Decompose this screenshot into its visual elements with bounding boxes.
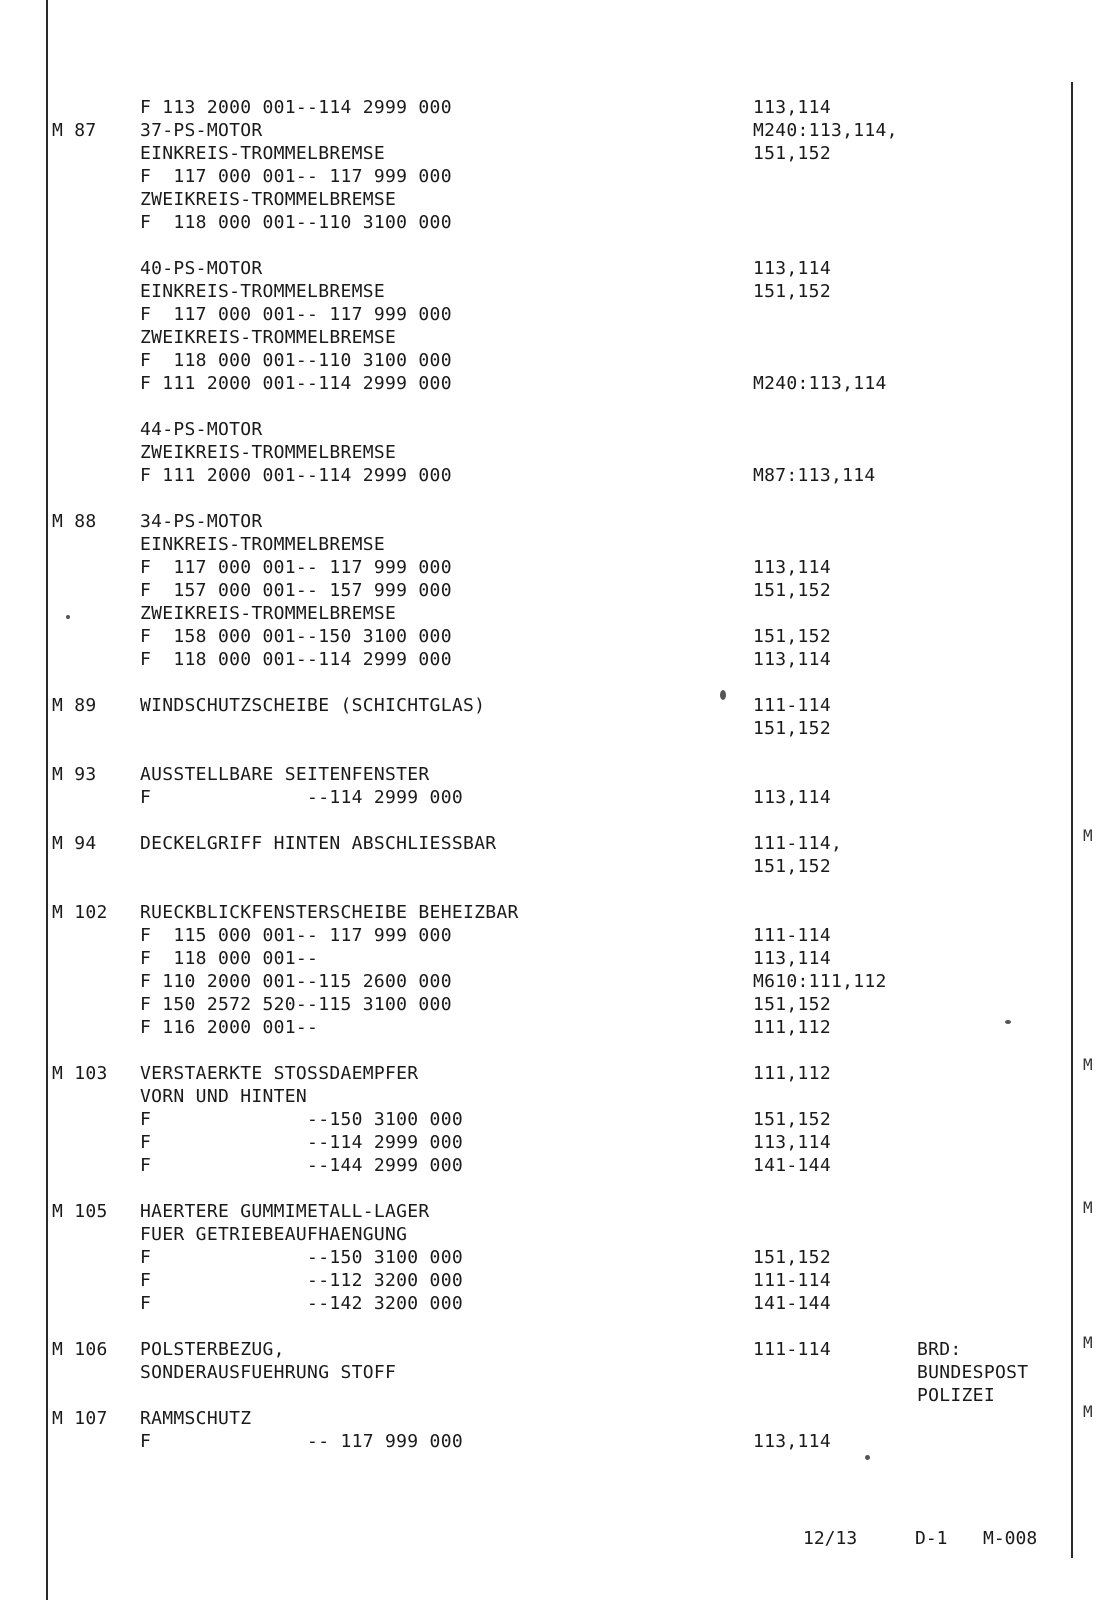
option-text: F 118 000 001--110 3100 000 (140, 350, 452, 371)
model-reference: 113,114 (753, 1132, 831, 1153)
option-text: F --144 2999 000 (140, 1155, 463, 1176)
remark: BRD: (917, 1339, 962, 1360)
page-footer (0, 1528, 1110, 1550)
model-reference: 151,152 (753, 994, 831, 1015)
option-row (0, 511, 1110, 533)
model-reference: 151,152 (753, 580, 831, 601)
option-row (0, 925, 1110, 947)
option-text: FUER GETRIEBEAUFHAENGUNG (140, 1224, 408, 1245)
option-row (0, 1247, 1110, 1269)
option-row (0, 948, 1110, 970)
option-text: 44-PS-MOTOR (140, 419, 263, 440)
option-text: EINKREIS-TROMMELBREMSE (140, 143, 386, 164)
option-row (0, 1224, 1110, 1246)
option-row (0, 1086, 1110, 1108)
option-row (0, 695, 1110, 717)
model-reference: 111-114 (753, 925, 831, 946)
scan-speck (1005, 1020, 1011, 1024)
option-text: F 150 2572 520--115 3100 000 (140, 994, 452, 1015)
model-reference: 113,114 (753, 948, 831, 969)
option-text: F 113 2000 001--114 2999 000 (140, 97, 452, 118)
option-text: F 111 2000 001--114 2999 000 (140, 373, 452, 394)
option-text: F 111 2000 001--114 2999 000 (140, 465, 452, 486)
option-row (0, 1155, 1110, 1177)
model-reference: 141-144 (753, 1293, 831, 1314)
option-row (0, 971, 1110, 993)
option-row (0, 143, 1110, 165)
model-reference: 151,152 (753, 856, 831, 877)
option-text: AUSSTELLBARE SEITENFENSTER (140, 764, 430, 785)
option-text: F 158 000 001--150 3100 000 (140, 626, 452, 647)
option-row (0, 833, 1110, 855)
option-row (0, 258, 1110, 280)
option-code: M 106 (52, 1339, 108, 1360)
option-code: M 102 (52, 902, 108, 923)
option-text: EINKREIS-TROMMELBREMSE (140, 534, 386, 555)
option-text: SONDERAUSFUEHRUNG STOFF (140, 1362, 397, 1383)
option-text: F 116 2000 001-- (140, 1017, 319, 1038)
option-row (0, 718, 1110, 740)
model-reference: 113,114 (753, 1431, 831, 1452)
option-row (0, 1201, 1110, 1223)
option-text: ZWEIKREIS-TROMMELBREMSE (140, 327, 397, 348)
option-text: F 118 000 001--110 3100 000 (140, 212, 452, 233)
option-text: RAMMSCHUTZ (140, 1408, 252, 1429)
model-reference: 113,114 (753, 649, 831, 670)
option-code: M 88 (52, 511, 97, 532)
option-row (0, 1109, 1110, 1131)
option-text: EINKREIS-TROMMELBREMSE (140, 281, 386, 302)
option-row (0, 189, 1110, 211)
option-text: VORN UND HINTEN (140, 1086, 308, 1107)
option-text: POLSTERBEZUG, (140, 1339, 285, 1360)
document-code: M-008 (983, 1528, 1038, 1549)
option-row (0, 764, 1110, 786)
model-reference: 151,152 (753, 281, 831, 302)
option-row (0, 166, 1110, 188)
option-text: ZWEIKREIS-TROMMELBREMSE (140, 442, 397, 463)
scan-speck (66, 615, 70, 619)
model-reference: 151,152 (753, 626, 831, 647)
option-row (0, 327, 1110, 349)
option-text: F 117 000 001-- 117 999 000 (140, 166, 452, 187)
model-reference: 111,112 (753, 1017, 831, 1038)
model-reference: M240:113,114 (753, 373, 887, 394)
option-row (0, 856, 1110, 878)
option-text: F 118 000 001-- (140, 948, 319, 969)
option-text: ZWEIKREIS-TROMMELBREMSE (140, 603, 397, 624)
option-code: M 103 (52, 1063, 108, 1084)
option-row (0, 534, 1110, 556)
margin-mark: M (1083, 1402, 1093, 1421)
option-row (0, 626, 1110, 648)
option-code: M 89 (52, 695, 97, 716)
option-row (0, 1431, 1110, 1453)
option-row (0, 1339, 1110, 1361)
option-code: M 105 (52, 1201, 108, 1222)
margin-mark: M (1083, 826, 1093, 845)
option-text: F --150 3100 000 (140, 1109, 463, 1130)
option-row (0, 419, 1110, 441)
option-row (0, 1385, 1110, 1407)
model-reference: 111,112 (753, 1063, 831, 1084)
option-row (0, 580, 1110, 602)
option-text: F 110 2000 001--115 2600 000 (140, 971, 452, 992)
option-row (0, 465, 1110, 487)
margin-mark: M (1083, 1333, 1093, 1352)
option-row (0, 442, 1110, 464)
model-reference: M87:113,114 (753, 465, 876, 486)
option-row (0, 120, 1110, 142)
model-reference: 141-144 (753, 1155, 831, 1176)
option-text: DECKELGRIFF HINTEN ABSCHLIESSBAR (140, 833, 497, 854)
model-reference: 113,114 (753, 97, 831, 118)
option-text: F 117 000 001-- 117 999 000 (140, 304, 452, 325)
option-row (0, 350, 1110, 372)
option-code: M 93 (52, 764, 97, 785)
option-text: F -- 117 999 000 (140, 1431, 463, 1452)
option-text: RUECKBLICKFENSTERSCHEIBE BEHEIZBAR (140, 902, 519, 923)
option-text: F 115 000 001-- 117 999 000 (140, 925, 452, 946)
option-row (0, 1063, 1110, 1085)
option-text: 34-PS-MOTOR (140, 511, 263, 532)
model-reference: M610:111,112 (753, 971, 887, 992)
option-text: ZWEIKREIS-TROMMELBREMSE (140, 189, 397, 210)
model-reference: 113,114 (753, 557, 831, 578)
option-row (0, 902, 1110, 924)
option-row (0, 304, 1110, 326)
option-text: F --114 2999 000 (140, 787, 463, 808)
model-reference: 111-114, (753, 833, 843, 854)
option-row (0, 212, 1110, 234)
option-row (0, 97, 1110, 119)
page-number: 12/13 (803, 1528, 858, 1549)
scan-speck (865, 1455, 870, 1460)
option-code: M 87 (52, 120, 97, 141)
model-reference: 151,152 (753, 718, 831, 739)
model-reference: 111-114 (753, 1270, 831, 1291)
model-reference: 111-114 (753, 695, 831, 716)
option-text: VERSTAERKTE STOSSDAEMPFER (140, 1063, 419, 1084)
option-text: 40-PS-MOTOR (140, 258, 263, 279)
option-row (0, 281, 1110, 303)
option-row (0, 557, 1110, 579)
option-row (0, 603, 1110, 625)
option-row (0, 994, 1110, 1016)
option-row (0, 649, 1110, 671)
option-text: F --112 3200 000 (140, 1270, 463, 1291)
margin-mark: M (1083, 1055, 1093, 1074)
model-reference: M240:113,114, (753, 120, 898, 141)
model-reference: 151,152 (753, 143, 831, 164)
remark: POLIZEI (917, 1385, 995, 1406)
option-text: F --142 3200 000 (140, 1293, 463, 1314)
option-code: M 94 (52, 833, 97, 854)
option-row (0, 787, 1110, 809)
option-code: M 107 (52, 1408, 108, 1429)
model-reference: 111-114 (753, 1339, 831, 1360)
scan-speck (720, 690, 726, 700)
remark: BUNDESPOST (917, 1362, 1029, 1383)
option-text: HAERTERE GUMMIMETALL-LAGER (140, 1201, 430, 1222)
option-row (0, 1293, 1110, 1315)
option-row (0, 1408, 1110, 1430)
option-row (0, 373, 1110, 395)
option-text: F --150 3100 000 (140, 1247, 463, 1268)
option-text: F 118 000 001--114 2999 000 (140, 649, 452, 670)
model-reference: 113,114 (753, 258, 831, 279)
margin-mark: M (1083, 1198, 1093, 1217)
model-reference: 113,114 (753, 787, 831, 808)
option-row (0, 1132, 1110, 1154)
model-reference: 151,152 (753, 1247, 831, 1268)
option-row (0, 1270, 1110, 1292)
option-text: F --114 2999 000 (140, 1132, 463, 1153)
option-text: F 157 000 001-- 157 999 000 (140, 580, 452, 601)
option-text: WINDSCHUTZSCHEIBE (SCHICHTGLAS) (140, 695, 486, 716)
section-code: D-1 (915, 1528, 948, 1549)
option-row (0, 1017, 1110, 1039)
model-reference: 151,152 (753, 1109, 831, 1130)
option-row (0, 1362, 1110, 1384)
option-text: F 117 000 001-- 117 999 000 (140, 557, 452, 578)
option-text: 37-PS-MOTOR (140, 120, 263, 141)
